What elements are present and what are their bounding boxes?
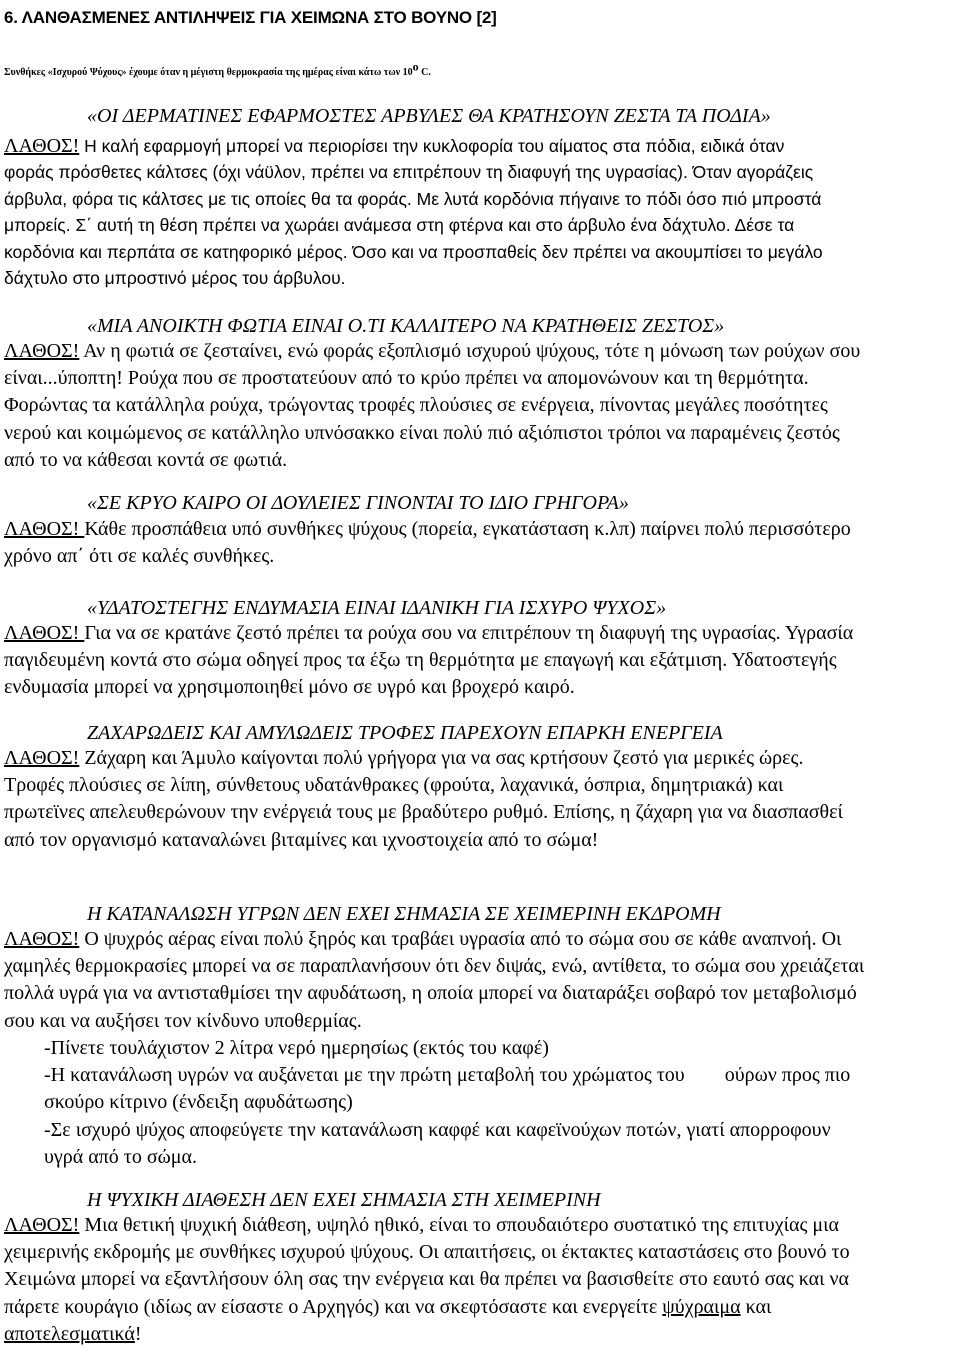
body-line: από το να κάθεσαι κοντά σε φωτιά. <box>4 448 288 471</box>
body-line: Κάθε προσπάθεια υπό συνθήκες ψύχους (πορεία, εγκατάσταση κ.λπ) παίρνει πολύ περισσότερο <box>84 518 851 540</box>
section-body-boots <box>4 133 956 291</box>
body-line: ενδυμασία μπορεί να χρησιμοποιηθεί μόνο σε υγρό και βροχερό καιρό. <box>4 676 575 699</box>
list-item: -Σε ισχυρό ψύχος αποφεύγετε την κατανάλωση καφφέ και καφεϊνούχων ποτών, γιατί απορροφουν <box>44 1118 831 1141</box>
body-line: Μια θετική ψυχική διάθεση, υψηλό ηθικό, είναι το σπουδαιότερο συστατικό της επιτυχίας μια <box>79 1214 839 1236</box>
body-line: Ο ψυχρός αέρας είναι πολύ ξηρός και τραβάει υγρασία από το σώμα σου σε κάθε αναπνοή. Οι <box>79 928 842 950</box>
body-line: χαμηλές θερμοκρασίες μπορεί να σε παραπλανήσουν ότι δεν διψάς, ενώ, αντίθετα, το σώμα σου χρειάζεται <box>4 955 865 978</box>
list-item: σκούρο κίτρινο (ένδειξη αφυδάτωσης) <box>44 1091 353 1114</box>
lathos-label: ΛΑΘΟΣ! <box>4 747 80 769</box>
lathos-label: ΛΑΘΟΣ! <box>4 340 80 362</box>
body-fragment: ! <box>134 1322 142 1345</box>
section-heading-waterproof: «ΥΔΑΤΟΣΤΕΓΗΣ ΕΝΔΥΜΑΣΙΑ ΕΙΝΑΙ ΙΔΑΝΙΚΗ ΓΙΑ ΙΣΧΥΡΟ ΨΥΧΟΣ» <box>87 597 667 619</box>
lathos-label: ΛΑΘΟΣ! <box>4 622 85 644</box>
section-body-cold-work <box>4 516 956 570</box>
body-line: σου και να αυξήσει τον κίνδυνο υποθερμίας. <box>4 1009 362 1032</box>
body-line: παγιδευμένη κοντά στο σώμα οδηγεί προς τα έξω τη θερμότητα με επαγωγή και εξάτμιση. Υδατοστεγής <box>4 649 837 672</box>
list-item: υγρά από το σώμα. <box>44 1145 197 1168</box>
body-line: χρόνο απ΄ ότι σε καλές συνθήκες. <box>4 545 275 568</box>
section-heading-cold-work: «ΣΕ ΚΡΥΟ ΚΑΙΡΟ ΟΙ ΔΟΥΛΕΙΕΣ ΓΙΝΟΝΤΑΙ ΤΟ ΙΔΙΟ ΓΡΗΓΟΡΑ» <box>87 492 629 514</box>
conditions-text <box>4 60 960 86</box>
underlined-word: ψύχραιμα <box>662 1295 741 1318</box>
section-body-sugar <box>4 745 956 854</box>
section-body-fire <box>4 338 956 474</box>
page-title: 6. ΛΑΝΘΑΣΜΕΝΕΣ ΑΝΤΙΛΗΨΕΙΣ ΓΙΑ ΧΕΙΜΩΝΑ ΣΤΟ ΒΟΥΝΟ [2] <box>4 8 497 27</box>
section-heading-fire: «ΜΙΑ ΑΝΟΙΚΤΗ ΦΩΤΙΑ ΕΙΝΑΙ Ο.ΤΙ ΚΑΛΛΙΤΕΡΟ ΝΑ ΚΡΑΤΗΘΕΙΣ ΖΕΣΤΟΣ» <box>87 315 725 337</box>
lathos-label: ΛΑΘΟΣ! <box>4 518 85 540</box>
body-line: δάχτυλο στο μπροστινό μέρος του άρβυλου. <box>4 268 346 289</box>
body-line: Για να σε κρατάνε ζεστό πρέπει τα ρούχα σου να επιτρέπουν τη διαφυγή της υγρασίας. Υγρασία <box>84 622 854 644</box>
fluids-advice-list <box>44 1035 956 1171</box>
body-line: Τροφές πλούσιες σε λίπη, σύνθετους υδατάνθρακες (φρούτα, λαχανικά, όσπρια, δημητριακά) και <box>4 774 784 797</box>
body-line: Η καλή εφαρμογή μπορεί να περιορίσει την κυκλοφορία του αίματος στα πόδια, ειδικά όταν <box>79 136 785 156</box>
body-line: νερού και κοιμώμενος σε κατάλληλο υπνόσακκο είναι πολύ πιό αξιόπιστοι τρόποι να παραμένεις ζεστός <box>4 421 840 444</box>
conditions-tail: C. <box>418 67 431 78</box>
list-item: -Πίνετε τουλάχιστον 2 λίτρα νερό ημερησίως (εκτός του καφέ) <box>44 1037 549 1059</box>
body-line: φοράς πρόσθετες κάλτσες (όχι νάϋλον, πρέπει να επιτρέπουν τη διαφυγή της υγρασίας). Όταν αγοράζεις <box>4 162 814 183</box>
lathos-label: ΛΑΘΟΣ! <box>4 1214 80 1236</box>
body-line: Χειμώνα μπορεί να εξαντλήσουν όλη σας την ενέργεια και θα πρέπει να βασισθείτε στο εαυτό σας και να <box>4 1268 850 1291</box>
body-line: χειμερινής εκδρομής με συνθήκες ισχυρού ψύχους. Οι απαιτήσεις, οι έκτακτες καταστάσεις στο βουνό το <box>4 1241 850 1264</box>
body-line: από τον οργανισμό καταναλώνει βιταμίνες και ιχνοστοιχεία από το σώμα! <box>4 828 599 851</box>
body-line: πρωτεϊνες απελευθερώνουν την ενέργειά τους με βραδύτερο ρυθμό. Επίσης, η ζάχαρη για να διασπασθεί <box>4 801 843 824</box>
list-item: -Η κατανάλωση υγρών να αυξάνεται με την πρώτη μεταβολή του χρώματος του ούρων προς πιο <box>44 1064 851 1087</box>
body-line: πολλά υγρά για να αντισταθμίσει την αφυδάτωση, η οποία μπορεί να διαταράξει σοβαρό τον μεταβολισμό <box>4 982 857 1005</box>
body-line: Αν η φωτιά σε ζεσταίνει, ενώ φοράς εξοπλισμό ισχυρού ψύχους, τότε η μόνωση των ρούχων σου <box>79 340 861 362</box>
body-line: είναι...ύποπτη! Ρούχα που σε προστατεύουν από το κρύο πρέπει να απομονώνουν και τη θερμότητα. <box>4 367 809 390</box>
body-line: κορδόνια και περπάτα σε κατηφορικό μέρος. Όσο και να προσπαθείς δεν πρέπει να ακουμπίσει το μεγάλο <box>4 241 823 262</box>
lathos-label: ΛΑΘΟΣ! <box>4 928 80 950</box>
section-body-fluids <box>4 926 956 1035</box>
lathos-label: ΛΑΘΟΣ! <box>4 135 80 157</box>
body-line: Ζάχαρη και Άμυλο καίγονται πολύ γρήγορα για να σας κρτήσουν ζεστό για μερικές ώρες. <box>79 747 804 769</box>
section-body-morale <box>4 1212 956 1348</box>
section-heading-boots: «ΟΙ ΔΕΡΜΑΤΙΝΕΣ ΕΦΑΡΜΟΣΤΕΣ ΑΡΒΥΛΕΣ ΘΑ ΚΡΑΤΗΣΟΥΝ ΖΕΣΤΑ ΤΑ ΠΟΔΙΑ» <box>87 105 771 127</box>
section-heading-morale: Η ΨΥΧΙΚΗ ΔΙΑΘΕΣΗ ΔΕΝ ΕΧΕΙ ΣΗΜΑΣΙΑ ΣΤΗ ΧΕΙΜΕΡΙΝΗ <box>87 1189 601 1211</box>
conditions-main: Συνθήκες «Ισχυρού Ψύχους» έχουμε όταν η μέγιστη θερμοκρασία της ημέρας είναι κάτω των 10 <box>4 67 413 78</box>
body-line: Φορώντας τα κατάλληλα ρούχα, τρώγοντας τροφές πλούσιες σε ενέργεια, πίνοντας μεγάλες ποσότητες <box>4 394 828 417</box>
degree-sup: ο <box>412 59 419 74</box>
underlined-word: αποτελεσματικά <box>4 1322 135 1345</box>
body-fragment: και <box>740 1295 772 1318</box>
section-heading-sugar: ΖΑΧΑΡΩΔΕΙΣ ΚΑΙ ΑΜΥΛΩΔΕΙΣ ΤΡΟΦΕΣ ΠΑΡΕΧΟΥΝ ΕΠΑΡΚΗ ΕΝΕΡΓΕΙΑ <box>87 722 723 744</box>
body-line: άρβυλα, φόρα τις κάλτσες με τις οποίες θα τα φοράς. Με λυτά κορδόνια πήγαινε το πόδι όσο πιό μπροστά <box>4 188 822 209</box>
section-heading-fluids: Η ΚΑΤΑΝΑΛΩΣΗ ΥΓΡΩΝ ΔΕΝ ΕΧΕΙ ΣΗΜΑΣΙΑ ΣΕ ΧΕΙΜΕΡΙΝΗ ΕΚΔΡΟΜΗ <box>87 903 721 925</box>
section-body-waterproof <box>4 620 956 702</box>
body-line: πάρετε κουράγιο (ιδίως αν είσαστε ο Αρχηγός) και να σκεφτόσαστε και ενεργείτε <box>4 1295 663 1318</box>
body-line: μπορείς. Σ΄ αυτή τη θέση πρέπει να χωράει ανάμεσα στη φτέρνα και στο άρβυλο ένα δάχτυλο. Δέσε τα <box>4 215 795 236</box>
